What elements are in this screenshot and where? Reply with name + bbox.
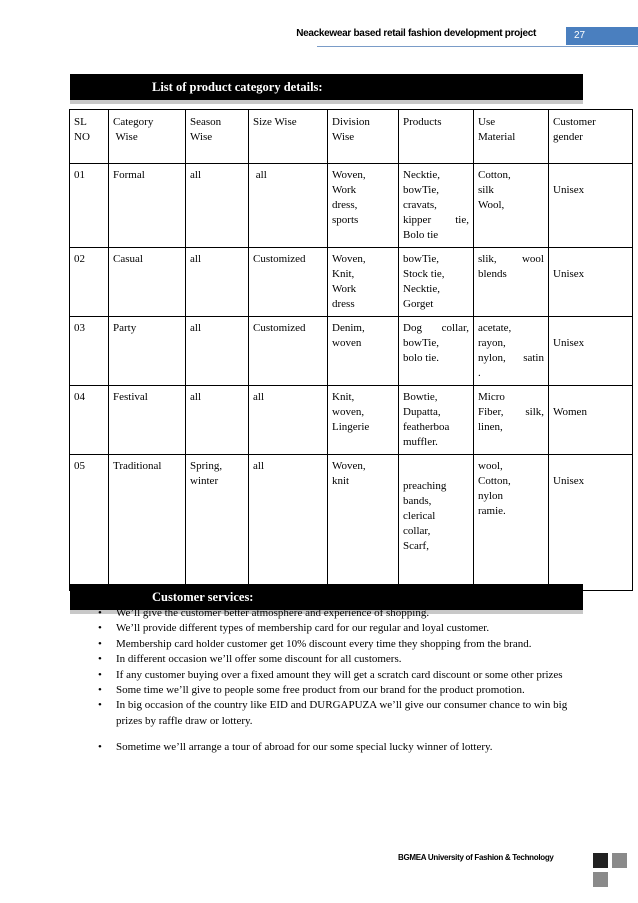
cell-division: Woven, Knit, Work dress — [328, 248, 399, 317]
cell-category: Traditional — [109, 455, 186, 591]
bullet-icon: • — [98, 741, 102, 754]
bullet-icon: • — [98, 637, 102, 650]
cell-material: Cotton, silk Wool, — [474, 164, 549, 248]
cell-material: slik, wool blends — [474, 248, 549, 317]
bullet-icon: • — [98, 684, 102, 697]
cell-sl: 02 — [70, 248, 109, 317]
column-header-gender: Customer gender — [549, 110, 633, 164]
cell-sl: 03 — [70, 317, 109, 386]
column-header-category: Category Wise — [109, 110, 186, 164]
table-row — [70, 248, 633, 317]
cell-division: Denim, woven — [328, 317, 399, 386]
list-item: • In big occasion of the country like EID and DURGAPUZA we’ll give our consumer chance to win big prizes by raffle draw or lottery. — [98, 699, 568, 727]
list-item: • We’ll provide different types of membership card for our regular and loyal customer. — [98, 621, 568, 636]
column-header-division: Division Wise — [328, 110, 399, 164]
cell-season: all — [186, 248, 249, 317]
table-row — [70, 317, 633, 386]
cell-size: Customized — [249, 317, 328, 386]
header-rule — [317, 46, 638, 47]
table-header-row — [70, 110, 633, 164]
cell-size: all — [249, 164, 328, 248]
cell-size: all — [249, 386, 328, 455]
customer-services-list — [98, 606, 568, 756]
cell-sl: 01 — [70, 164, 109, 248]
cell-gender: Unisex — [549, 248, 633, 317]
cell-products: preaching bands, clerical collar, Scarf, — [399, 455, 474, 591]
cell-gender: Unisex — [549, 317, 633, 386]
cell-season: all — [186, 164, 249, 248]
list-item: • Sometime we’ll arrange a tour of abroad for our some special lucky winner of lottery. — [98, 740, 568, 755]
table-row — [70, 386, 633, 455]
cell-sl: 05 — [70, 455, 109, 591]
cell-category: Formal — [109, 164, 186, 248]
cell-size: all — [249, 455, 328, 591]
list-item: • In different occasion we’ll offer some discount for all customers. — [98, 652, 568, 667]
cell-products: Dog collar, bowTie, bolo tie. — [399, 317, 474, 386]
list-item: • Membership card holder customer get 10% discount every time they shopping from the brand. — [98, 637, 568, 652]
section-title: Customer services: — [152, 590, 254, 604]
cell-products: Necktie, bowTie, cravats, kipper tie, Bolo tie — [399, 164, 474, 248]
cell-products: Bowtie, Dupatta, featherboa muffler. — [399, 386, 474, 455]
cell-products: bowTie, Stock tie, Necktie, Gorget — [399, 248, 474, 317]
column-header-sl: SL NO — [70, 110, 109, 164]
cell-material: acetate, rayon, nylon, satin . — [474, 317, 549, 386]
cell-material: wool, Cotton, nylon ramie. — [474, 455, 549, 591]
cell-category: Party — [109, 317, 186, 386]
column-header-size: Size Wise — [249, 110, 328, 164]
cell-gender: Unisex — [549, 455, 633, 591]
page-number: 27 — [566, 27, 638, 45]
cell-season: all — [186, 317, 249, 386]
cell-sl: 04 — [70, 386, 109, 455]
list-item: • We’ll give the customer better atmosphere and experience of shopping. — [98, 606, 568, 621]
cell-division: Knit, woven, Lingerie — [328, 386, 399, 455]
column-header-season: Season Wise — [186, 110, 249, 164]
bullet-icon: • — [98, 668, 102, 681]
bullet-icon: • — [98, 607, 102, 619]
column-header-products: Products — [399, 110, 474, 164]
cell-division: Woven, knit — [328, 455, 399, 591]
cell-season: Spring, winter — [186, 455, 249, 591]
section-banner-product-category — [70, 74, 583, 100]
cell-size: Customized — [249, 248, 328, 317]
cell-gender: Women — [549, 386, 633, 455]
cell-division: Woven, Work dress, sports — [328, 164, 399, 248]
section-title: List of product category details: — [152, 80, 323, 94]
table-row — [70, 164, 633, 248]
bullet-icon: • — [98, 699, 102, 712]
cell-gender: Unisex — [549, 164, 633, 248]
document-header-title: Neackewear based retail fashion development project — [296, 28, 536, 39]
list-item: • If any customer buying over a fixed amount they will get a scratch card discount or some other prizes — [98, 668, 568, 683]
column-header-material: Use Material — [474, 110, 549, 164]
cell-category: Festival — [109, 386, 186, 455]
bullet-icon: • — [98, 622, 102, 635]
footer-decor-square — [593, 853, 608, 868]
cell-season: all — [186, 386, 249, 455]
list-item: • Some time we’ll give to people some free product from our brand for the product promotion. — [98, 683, 568, 698]
bullet-icon: • — [98, 653, 102, 666]
table-row — [70, 455, 633, 591]
cell-material: Micro Fiber, silk, linen, — [474, 386, 549, 455]
product-category-table — [69, 109, 633, 591]
footer-university: BGMEA University of Fashion & Technology — [398, 853, 554, 862]
footer-decor-square — [612, 853, 627, 868]
footer-decor-square — [593, 872, 608, 887]
cell-category: Casual — [109, 248, 186, 317]
